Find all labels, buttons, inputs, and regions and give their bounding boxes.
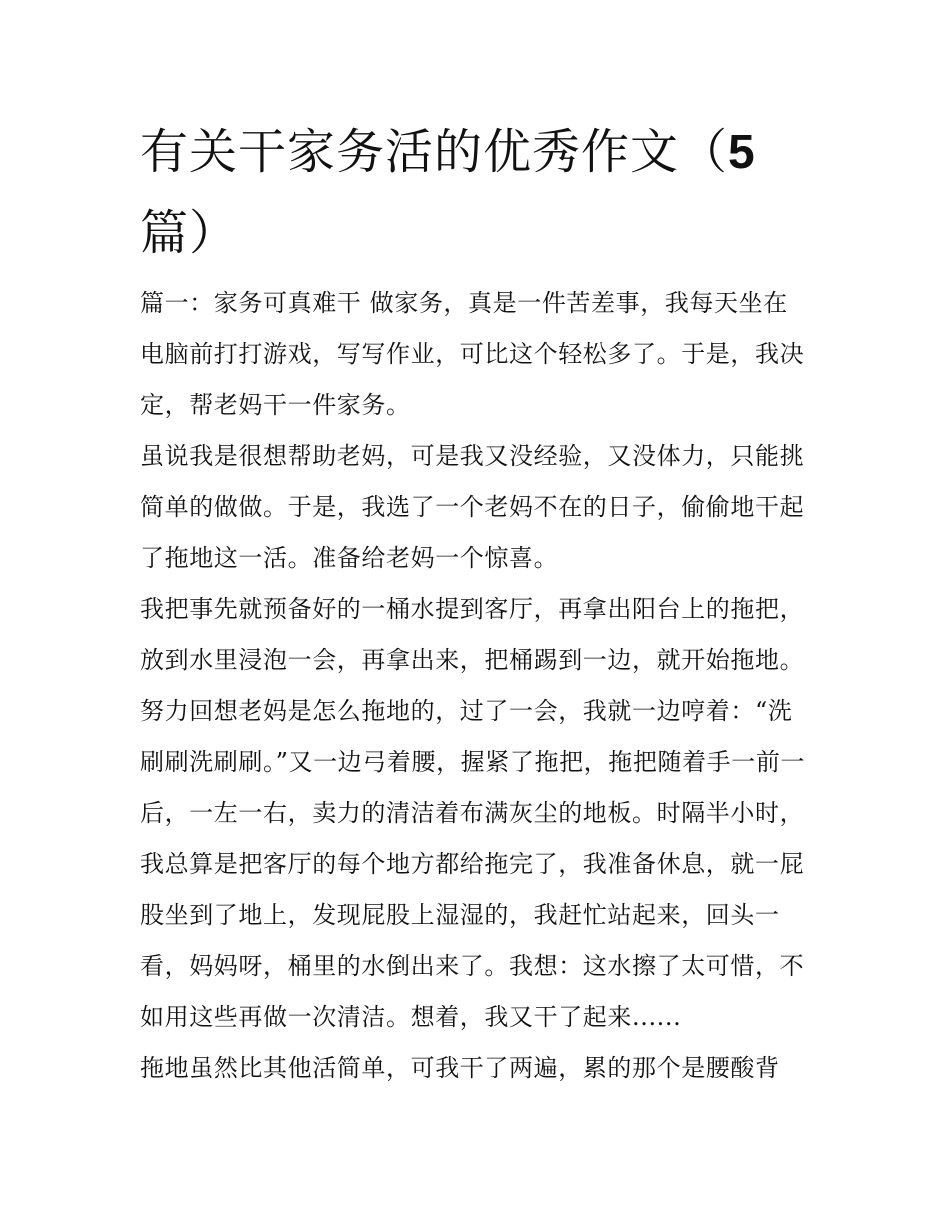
paragraph-4: 拖地虽然比其他活简单，可我干了两遍，累的那个是腰酸背	[140, 1054, 780, 1082]
title-end: 篇）	[140, 205, 239, 261]
paragraph-2: 虽说我是很想帮助老妈，可是我又没经验，又没体力，只能挑简单的做做。于是，我选了一个老妈不在的日子，偷偷地干起了拖地这一活。准备给老妈一个惊喜。	[140, 442, 805, 572]
paragraph-1: 篇一：家务可真难干 做家务，真是一件苦差事，我每天坐在电脑前打打游戏，写写作业，可比这个轻松多了。于是，我决定，帮老妈干一件家务。	[140, 289, 805, 419]
article-body	[140, 278, 812, 1094]
title-main: 有关干家务活的优秀作文（	[140, 124, 729, 180]
paragraph-3: 我把事先就预备好的一桶水提到客厅，再拿出阳台上的拖把，放到水里浸泡一会，再拿出来，把桶踢到一边，就开始拖地。努力回想老妈是怎么拖地的，过了一会，我就一边哼着：“洗刷刷洗刷刷。”又一边弓着腰，握紧了拖把，拖把随着手一前一后，一左一右，卖力的清洁着布满灰尘的地板。时隔半小时，我总算是把客厅的每个地方都给拖完了，我准备休息，就一屁股坐到了地上，发现屁股上湿湿的，我赶忙站起来，回头一看，妈妈呀，桶里的水倒出来了。我想：这水擦了太可惜，不如用这些再做一次清洁。想着，我又干了起来......	[140, 595, 806, 1031]
page-title	[140, 112, 820, 273]
title-count: 5	[728, 126, 756, 179]
